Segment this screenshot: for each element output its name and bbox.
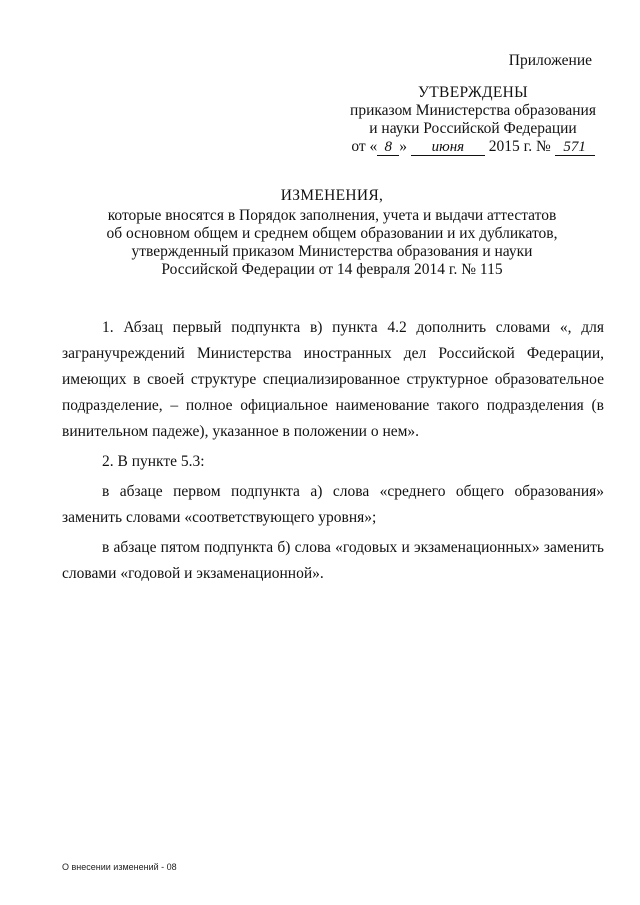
footer-note: О внесении изменений - 08 xyxy=(62,862,177,872)
title-line: которые вносятся в Порядок заполнения, учета и выдачи аттестатов xyxy=(107,207,557,224)
date-mid: » xyxy=(399,138,408,155)
document-title xyxy=(60,187,604,279)
approval-line-1: приказом Министерства образования xyxy=(350,102,596,119)
title-line: об основном общем и среднем общем образовании и их дубликатов, xyxy=(106,225,558,242)
title-line: Российской Федерации от 14 февраля 2014 г. № 115 xyxy=(161,261,503,278)
paragraph-3: в абзаце первом подпункта а) слова «среднего общего образования» заменить словами «соответствующего уровня»; xyxy=(62,483,604,526)
date-year: 2015 г. № xyxy=(488,138,551,155)
paragraph-2: 2. В пункте 5.3: xyxy=(102,453,205,470)
handwritten-month: июня xyxy=(411,140,485,156)
approval-block xyxy=(348,52,598,156)
handwritten-day: 8 xyxy=(377,140,399,156)
approved-heading: УТВЕРЖДЕНЫ xyxy=(418,84,528,101)
approval-date-line xyxy=(348,138,598,156)
title-line: утвержденный приказом Министерства образования и науки xyxy=(131,243,533,260)
approval-line-2: и науки Российской Федерации xyxy=(369,120,577,137)
paragraph-1: 1. Абзац первый подпункта в) пункта 4.2 дополнить словами «, для загранучреждений Министерства иностранных дел Российской Федерации, имеющих в своей структуре специализированное структурное образовательное подразделение, – полное официальное наименование такого подразделения (в винительном падеже), указанное в положении о нем». xyxy=(62,319,604,440)
date-prefix: от « xyxy=(351,138,378,155)
annex-label: Приложение xyxy=(508,52,592,69)
handwritten-order-number: 571 xyxy=(555,140,595,156)
document-body xyxy=(62,315,604,591)
paragraph-4: в абзаце пятом подпункта б) слова «годовых и экзаменационных» заменить словами «годовой и экзаменационной». xyxy=(62,539,604,582)
title-heading: ИЗМЕНЕНИЯ, xyxy=(280,187,384,204)
